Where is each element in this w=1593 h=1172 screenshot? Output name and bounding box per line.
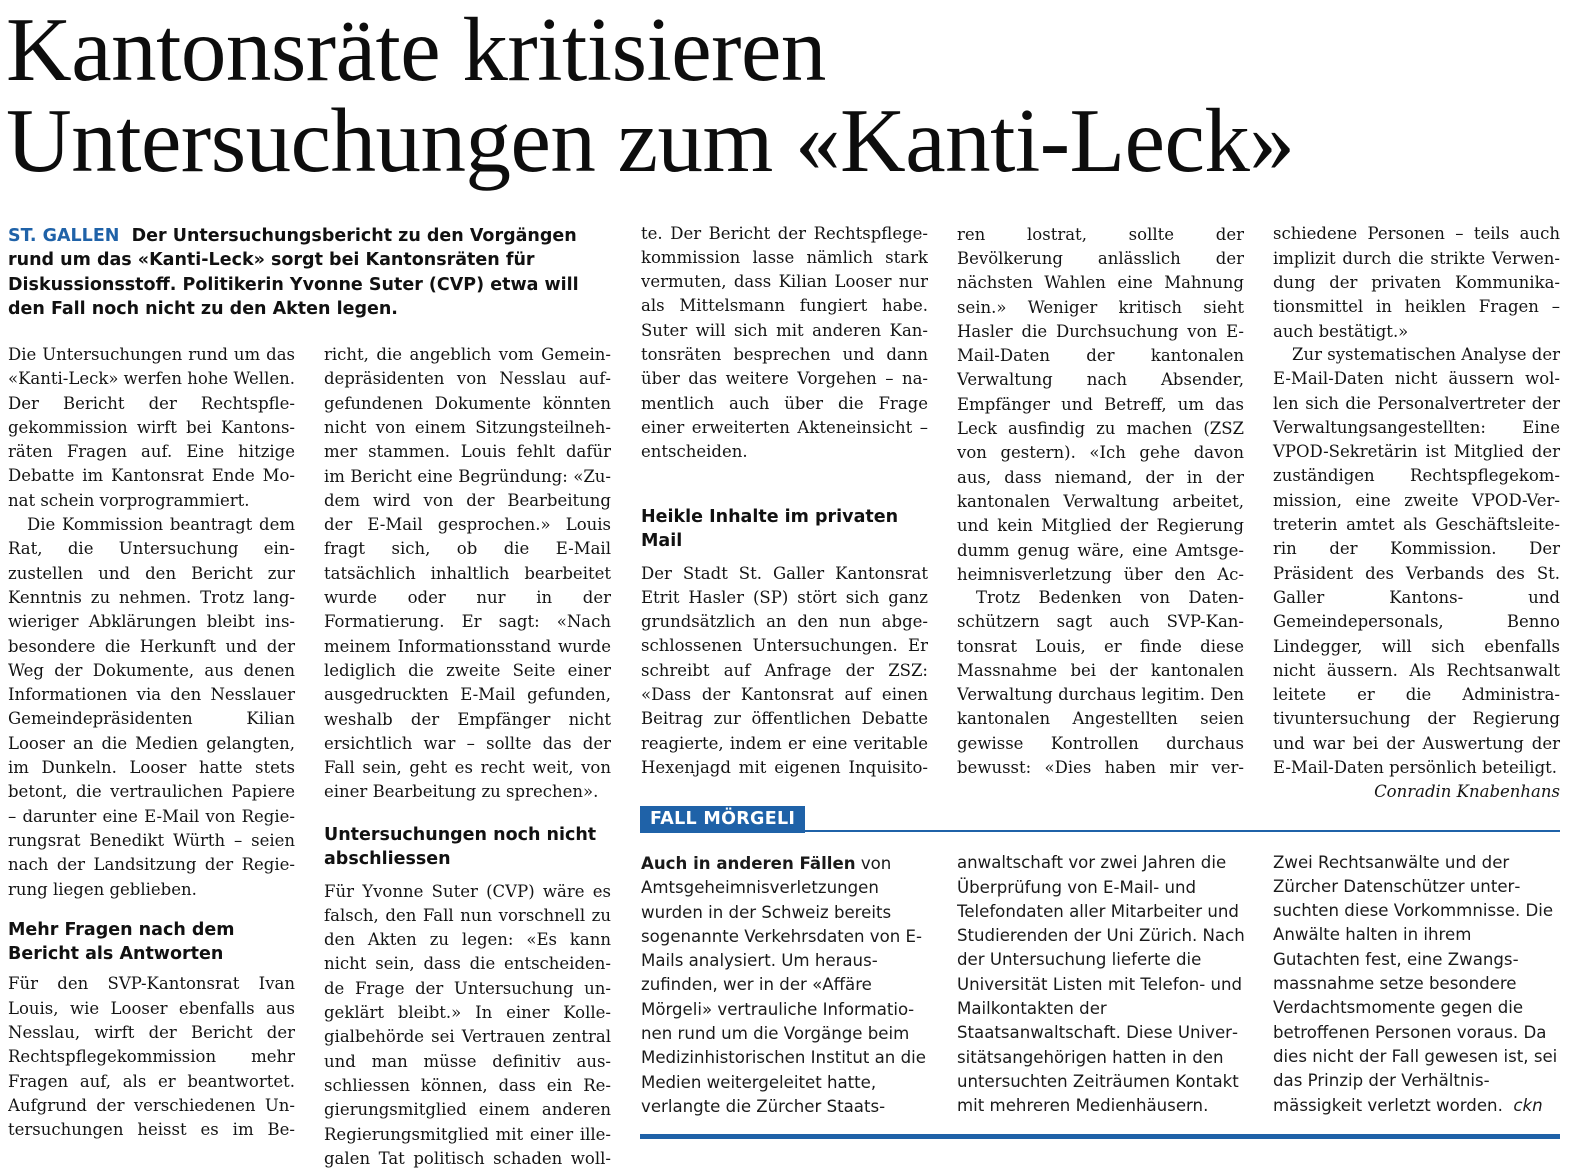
article-p5-continued: en lostrat, sollte der Bevölkerung anlässlich der nächsten Wahlen eine Mahnung sein.» Weniger kritisch sieht Hasler die Durchsuchung von E-Mail-Daten der kantonalen Verwaltung nach Absender, Empfänger und Betreff, um das Leck ausfindig zu machen (ZSZ von gestern). «Ich gehe davon aus, dass niemand, der in der kantonalen Verwaltung arbeitet, und kein Mitglied der Regierung dumm genug wäre, eine Amtsgeheimnisverletzung über den Ac [957, 224, 1244, 584]
box-paragraph [641, 852, 931, 1120]
box-lead-in: Auch in anderen Fällen [641, 854, 856, 873]
box-text: von Amtsgeheimnisverletzungen wurden in der Schweiz bereits sogenannte Verkehrsdaten von E-Mails analysiert. Um herauszufinden, wer in der «Affäre Mörgeli» vertrauliche Informationen rund um die Vorgänge beim Medizinhistorischen Institut an die Medien weitergeleitet hatte, verlangte die Zürcher Staats [641, 854, 926, 1116]
box-column-1 [641, 852, 931, 1120]
author-byline: Conradin Knabenhans [1374, 782, 1560, 802]
article-p4-continued: e. Der Bericht der Rechtspflegekommission lasse nämlich stark vermuten, dass Kilian Looser nur als Mittelsmann fungiert habe. Suter will sich mit anderen Kantonsräten besprechen und dann über das weitere Vorgehen – namentlich auch über die Frage einer erweiterten Akteneinsicht – entscheiden. [641, 223, 928, 462]
article-paragraph [641, 562, 928, 780]
article-column-5 [1273, 222, 1560, 805]
box-column-3 [1273, 852, 1563, 1120]
article-paragraph [8, 972, 295, 1142]
spacer [324, 803, 611, 823]
article-paragraph-continued [957, 222, 1244, 586]
article-paragraph-continued [1273, 222, 1560, 343]
article-p3: Für den SVP-Kantonsrat Ivan Louis, wie Looser ebenfalls aus Nesslau, wirft der Bericht der Rechtspflegekommission mehr Fragen auf, als er beantwortet. Aufgrund der verschiedenen Untersuchungen heisst es im Be [8, 974, 295, 1140]
box-column-2 [957, 852, 1247, 1120]
dateline: ST. GALLEN [8, 226, 120, 246]
article-column-3 [641, 222, 928, 780]
box-text-flow: Zwei Rechtsanwälte und der Zürcher Datenschützer untersuchten diese Vorkommnisse. Die Anwälte halten in ihrem Gutachten fest, eine Zwangsmassnahme setze besondere Verdachtsmomente gegen die betroffenen Personen voraus. Da dies nicht der Fall gewesen ist, sei das Prinzip der Verhältnismässigkeit verletzt worden. [1273, 852, 1558, 1115]
subheading-untersuchungen: Untersuchungen noch nicht abschliessen [324, 825, 597, 870]
spacer [8, 902, 295, 918]
article-column-4 [957, 222, 1244, 780]
article-column-2 [324, 343, 611, 1172]
headline-line-1: Kantonsräte kritisieren [6, 0, 826, 100]
box-text-flow: nwaltschaft vor zwei Jahren die Überprüfung von E-Mail- und Telefondaten aller Mitarbeiter und Studierenden der Uni Zürich. Nach der Untersuchung lieferte die Universität Listen mit Telefon- und Mailkontakten der Staatsanwaltschaft. Diese Universitätsangehörigen hatten in den untersuchten Zeiträumen Kontakt mit mehreren Medienhäusern. [957, 853, 1245, 1116]
article-p2: Die Kommission beantragt dem Rat, die Untersuchung einzustellen und den Bericht zur Kenntnis zu nehmen. Trotz langwieriger Abklärungen bleibt insbesondere die Herkunft und der Weg der Dokumente, aus denen Informationen via den Nesslauer Gemeindepräsidenten Kilian Looser an die Medien gelangten, im Dunkeln. Looser hatte stets betont, die vertraulichen Papiere – darunter eine E-Mail von Regierungsrat Benedikt Würth – seien nach der Landsitzung der Regierung liegen geblieben. [8, 515, 295, 899]
article-p5: Der Stadt St. Galler Kantonsrat Etrit Hasler (SP) stört sich ganz grundsätzlich an den nun abgeschlossenen Untersuchungen. Er schreibt auf Anfrage der ZSZ: «Dass der Kantonsrat auf einen Beitrag zur öffentlichen Debatte reagierte, indem er eine veritable Hexenjagd mit eigenen Inquisito [641, 563, 928, 777]
subheading-mehr-fragen: Mehr Fragen nach dem Bericht als Antworten [8, 919, 235, 965]
box-title: FALL MÖRGELI [640, 806, 805, 833]
article-paragraph-continued [324, 343, 611, 803]
spacer [641, 554, 928, 562]
article-column-1 [8, 343, 295, 1142]
box-bottom-rule [640, 1134, 1560, 1139]
headline-line-2: Untersuchungen zum «Kanti-Leck» [6, 90, 1295, 191]
spacer [324, 872, 611, 880]
lead-text: Der Untersuchungsbericht zu den Vorgängen rund um das «Kanti-Leck» sorgt bei Kantonsräten für Diskussionsstoff. Politikerin Yvonne Suter (CVP) etwa will den Fall noch nicht zu den Akten legen. [8, 226, 579, 319]
article-paragraph [324, 880, 611, 1172]
subheading-heikle-inhalte: Heikle Inhalte im privaten Mail [641, 507, 899, 552]
article-p6-continued: chiedene Personen – teils auch implizit durch die strikte Verwendung der privaten Kommunikationsmittel in heiklen Fragen – auch bestätigt.» [1273, 224, 1560, 341]
article-paragraph [1273, 343, 1560, 780]
article-p4: Für Yvonne Suter (CVP) wäre es falsch, den Fall nun vorschnell zu den Akten zu legen: «Es kann nicht sein, dass die entscheidende Frage der Untersuchung ungeklärt bleibt.» In einer Kollegialbehörde sei Vertrauen zentral und man müsse definitiv ausschliessen können, dass ein Regierungsmitglied einem anderen Regierungsmitglied mit einer illegalen Tat politisch schaden woll [324, 881, 611, 1168]
box-paragraph-continued [1273, 852, 1563, 1118]
article-paragraph-continued [641, 222, 928, 489]
article-p7: Zur systematischen Analyse der E-Mail-Daten nicht äussern wollen sich die Personalvertreter der Verwaltungsangestellten: Eine VPOD-Sekretärin ist Mitglied der zuständigen Rechtspflegekommission, eine zweite VPOD-Vertreterin amtet als Geschäftsleiterin der Kommission. Der Präsident des Verbands des St. Galler Kantons- und Gemeindepersonals, Benno Lindegger, will sich ebenfalls nicht äussern. Als Rechtsanwalt leitete er die Administrativuntersuchung der Regierung und war bei der Auswertung der E-Mail-Daten persönlich beteiligt. [1273, 345, 1560, 778]
article-paragraph [8, 513, 295, 902]
box-initials: ckn [1513, 1095, 1543, 1115]
article-p1: Die Untersuchungen rund um das «Kanti-Leck» werfen hohe Wellen. Der Bericht der Rechtspflegekommission wirft bei Kantonsräten Fragen auf. Eine hitzige Debatte im Kantonsrat Ende Monat schein vorprogrammiert. [8, 345, 295, 510]
headline [6, 0, 1586, 191]
article-p6: Trotz Bedenken von Datenschützern sagt auch SVP-Kantonsrat Louis, er finde diese Massnahme bei der kantonalen Verwaltung durchaus legitim. Den kantonalen Angestellten seien gewisse Kontrollen durchaus bewusst: «Dies haben mir ver [957, 588, 1244, 778]
spacer [641, 489, 928, 505]
article-paragraph [957, 586, 1244, 780]
lead-paragraph [8, 224, 608, 321]
article-paragraph [8, 343, 295, 513]
article-p3-continued: icht, die angeblich vom Gemeindepräsidenten von Nesslau aufgefundenen Dokumente könnten nicht von einem Sitzungsteilnehmer stammen. Louis fehlt dafür im Bericht eine Begründung: «Zudem wird von der Bearbeitung der E-Mail gesprochen.» Louis fragt sich, ob die E-Mail tatsächlich inhaltlich bearbeitet wurde oder nur in der Formatierung. Er sagt: «Nach meinem Informationsstand wurde lediglich die zweite Seite einer ausgedruckten E-Mail gefunden, weshalb der Empfänger nicht ersichtlich war – sollte das der Fall sein, geht es recht weit, von einer Bearbeitung zu sprechen». [324, 345, 611, 802]
box-paragraph-continued [957, 852, 1247, 1120]
